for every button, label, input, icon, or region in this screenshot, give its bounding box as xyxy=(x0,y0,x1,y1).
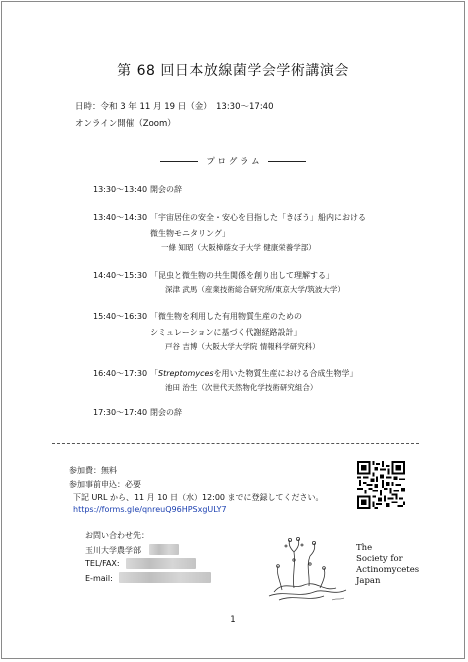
contact-org: 玉川大学農学部 xyxy=(85,546,141,555)
tel-label: TEL/FAX: xyxy=(85,559,120,568)
redacted-name xyxy=(149,544,179,555)
program-title-continued: 微生物モニタリング」 xyxy=(150,229,230,238)
heading-rule-right xyxy=(268,161,306,162)
redacted-email xyxy=(119,572,211,583)
program-speaker: 池田 治生（次世代天然物化学技術研究組合） xyxy=(165,383,318,392)
program-time: 13:40～14:30 xyxy=(93,213,148,222)
program-item-talk-2 xyxy=(93,270,334,281)
program-title: 閉会の辞 xyxy=(150,408,182,417)
email-label: E-mail: xyxy=(85,574,113,583)
dashed-divider xyxy=(52,443,419,444)
redacted-phone xyxy=(126,558,196,569)
event-venue: オンライン開催（Zoom） xyxy=(75,119,176,129)
program-item-opening xyxy=(93,184,182,195)
society-emblem-icon xyxy=(254,530,354,606)
program-title-italic: Streptomyces xyxy=(158,369,214,378)
program-heading xyxy=(2,155,464,167)
program-speaker: 戸谷 吉博（大阪大学大学院 情報科学研究科） xyxy=(165,342,320,351)
program-item-talk-3 xyxy=(93,311,302,322)
registration-instructions: 下記 URL から、11 月 10 日（水）12:00 までに登録してください。 xyxy=(73,493,324,502)
program-speaker: 深津 武馬（産業技術総合研究所/東京大学/筑波大学） xyxy=(165,285,345,294)
program-item-closing xyxy=(93,407,182,418)
registration-link[interactable]: https://forms.gle/qnreuQ96HPSxgULY7 xyxy=(73,505,227,514)
event-datetime: 日時：令和 3 年 11 月 19 日（金） 13:30～17:40 xyxy=(75,102,274,112)
heading-rule-left xyxy=(160,161,198,162)
document-title: 第 68 回日本放線菌学会学術講演会 xyxy=(117,63,349,79)
program-item-talk-4 xyxy=(93,368,358,379)
program-speaker: 一條 知昭（大阪樟蔭女子大学 健康栄養学部） xyxy=(161,243,316,252)
program-title: を用いた物質生産における合成生物学」 xyxy=(213,369,358,378)
program-title: 開会の辞 xyxy=(150,185,182,194)
page-number: 1 xyxy=(230,615,236,625)
qr-code-icon[interactable] xyxy=(357,461,405,509)
program-title-open: 「 xyxy=(150,369,158,378)
fee-text: 参加費：無料 xyxy=(69,466,117,475)
program-time: 16:40～17:30 xyxy=(93,369,148,378)
program-title: 「宇宙居住の安全・安心を目指した「きぼう」船内における xyxy=(150,213,366,222)
contact-heading: お問い合わせ先： xyxy=(85,531,149,540)
society-line: Actinomycetes xyxy=(356,565,420,575)
registration-text: 参加事前申込：必要 xyxy=(69,480,141,489)
society-line: Japan xyxy=(356,576,381,586)
document-page xyxy=(1,1,465,659)
program-title: 「微生物を利用した有用物質生産のための xyxy=(150,312,302,321)
program-title-continued: シミュレーションに基づく代謝経路設計」 xyxy=(150,328,302,337)
program-item-talk-1 xyxy=(93,212,366,223)
society-line: Society for xyxy=(356,554,403,564)
society-line: The xyxy=(356,543,373,553)
program-title: 「昆虫と微生物の共生関係を創り出して理解する」 xyxy=(150,271,334,280)
society-name xyxy=(356,543,419,587)
program-heading-label: プ ロ グ ラ ム xyxy=(206,157,260,167)
program-time: 14:40～15:30 xyxy=(93,271,148,280)
program-time: 17:30～17:40 xyxy=(93,408,148,417)
program-time: 13:30～13:40 xyxy=(93,185,148,194)
program-time: 15:40～16:30 xyxy=(93,312,148,321)
